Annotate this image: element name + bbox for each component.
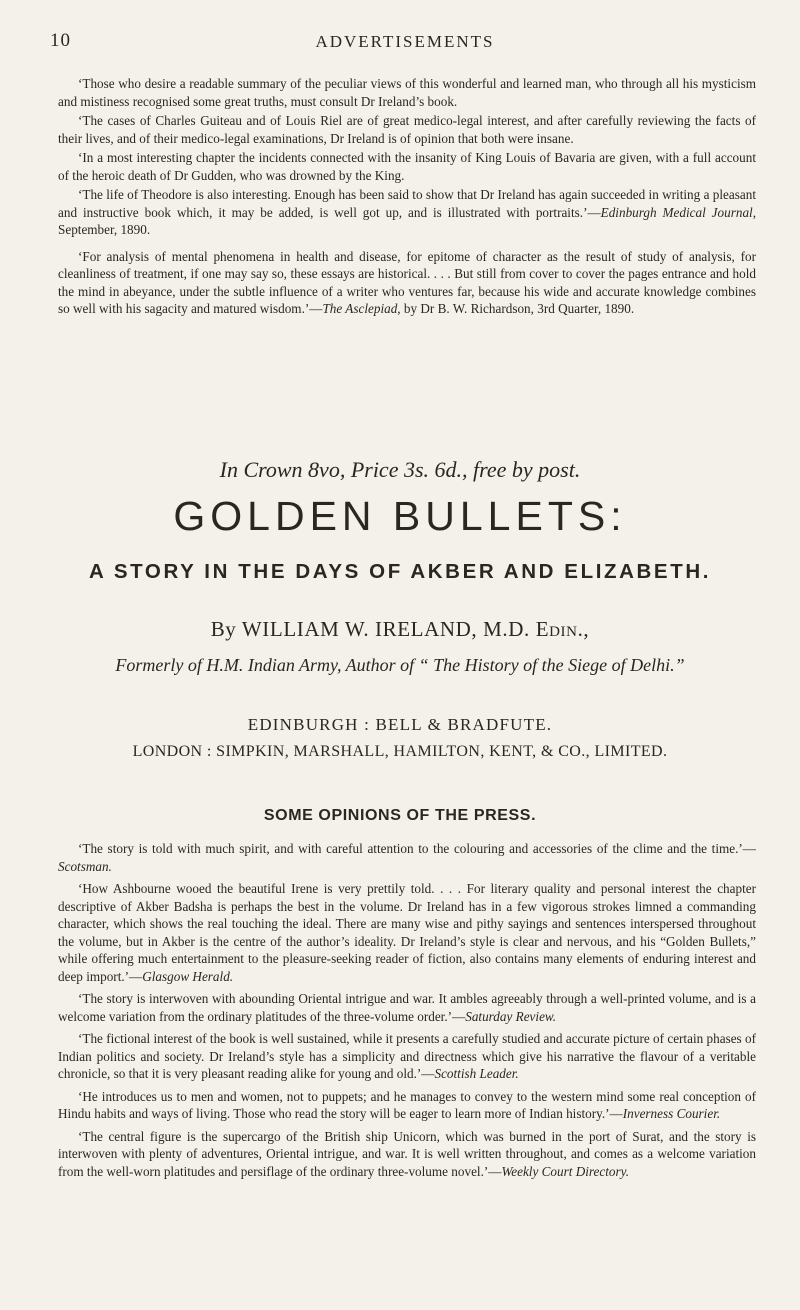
review-source: Scottish Leader. xyxy=(434,1066,519,1081)
opinions-heading: SOME OPINIONS OF THE PRESS. xyxy=(263,807,537,824)
author-credentials: Formerly of H.M. Indian Army, Author of “ The History of the Siege of Delhi.” xyxy=(115,655,685,675)
top-quotes xyxy=(58,75,756,318)
press-review: ‘The story is interwoven with abounding Oriental intrigue and war. It ambles agreeably through a well-printed volume, and is a welcome variation from the ordinary platitudes of the three-volume order.’—Saturday Review. xyxy=(58,991,756,1024)
review-source: Weekly Court Directory. xyxy=(501,1163,630,1179)
asclepiad-quote: ‘For analysis of mental phenomena in health and disease, for epitome of character as the result of study of analysis, for cleanliness of treatment, if one may say so, these essays are historical. . . . But still from cover to cover the pages entrance and hold the mind in abeyance, under the subtle influence of a writer who ventures far, because his wide and accurate knowledge combines so well with his sagacity and matured wisdom.’—The Asclepiad, by Dr B. W. Richardson, 3rd Quarter, 1890. xyxy=(58,248,756,316)
publisher-edinburgh: EDINBURGH : BELL & BRADFUTE. xyxy=(247,715,553,734)
running-title: ADVERTISEMENTS xyxy=(315,32,495,51)
quote-paragraph: ‘In a most interesting chapter the incidents connected with the insanity of King Louis of Bavaria are given, with a full account of the heroic death of Dr Gudden, who was drowned by the King. xyxy=(58,150,756,183)
press-review: ‘The central figure is the supercargo of the British ship Unicorn, which was burned in the port of Surat, and the story is interwoven with plenty of adventures, Oriental intrigue, and war. It is well written throughout, and comes as a welcome variation from the well-worn platitudes and persiflage of the ordinary three-volume novel.’—Weekly Court Directory. xyxy=(58,1128,756,1179)
press-review: ‘He introduces us to men and women, not to puppets; and he manages to convey to the western mind some real conception of Hindu habits and ways of living. Those who read the story will be eager to learn more of Indian history.’—Inverness Courier. xyxy=(58,1088,756,1121)
author-line: By WILLIAM W. IRELAND, M.D. Edin., xyxy=(210,617,590,641)
publisher-london: LONDON : SIMPKIN, MARSHALL, HAMILTON, KENT, & CO., LIMITED. xyxy=(132,743,668,760)
page-number: 10 xyxy=(50,30,71,51)
book-subtitle: A STORY IN THE DAYS OF AKBER AND ELIZABETH. xyxy=(88,560,712,583)
quote-source: Edinburgh Medical Journal xyxy=(600,204,753,220)
quote-paragraph: ‘Those who desire a readable summary of the peculiar views of this wonderful and learned man, who through all his mysticism and mistiness recognised some great truths, must consult Dr Ireland’s book. xyxy=(58,76,756,109)
press-review: ‘How Ashbourne wooed the beautiful Irene is very prettily told. . . . For literary quality and personal interest the chapter descriptive of Akber Badsha is perhaps the best in the volume. Dr Ireland has in a few vigorous strokes limned a commanding character, which shows the real touching the ideal. There are many wise and pithy sayings and sentences interspersed throughout the volume, but in Akber is the centre of the author’s ideality. Dr Ireland’s style is clear and nervous, and his “Golden Bullets,” while offering much entertainment to the pleasure-seeking reader of fiction, also contains many elements of enduring interest and deep import.’—Glasgow Herald. xyxy=(58,881,756,984)
review-source: Saturday Review. xyxy=(465,1008,557,1024)
quote-paragraph: ‘The cases of Charles Guiteau and of Louis Riel are of great medico-legal interest, and after carefully reviewing the facts of their lives, and of their medico-legal examinations, Dr Ireland is of opinion that both were insane. xyxy=(58,113,756,146)
press-review: ‘The fictional interest of the book is well sustained, while it presents a carefully studied and accurate picture of certain phases of Indian politics and society. Dr Ireland’s style has a simplicity and directness which give his narrative the flavour of a veritable chronicle, so that it is very pleasant reading alike for young and old.’—Scottish Leader. xyxy=(58,1031,756,1081)
press-reviews xyxy=(58,840,756,1180)
review-source: Scotsman. xyxy=(58,858,112,874)
book-title: GOLDEN BULLETS: xyxy=(173,493,627,539)
price-line: In Crown 8vo, Price 3s. 6d., free by post. xyxy=(219,457,581,482)
running-head xyxy=(50,30,760,60)
quote-source: The Asclepiad xyxy=(322,301,398,316)
press-review: ‘The story is told with much spirit, and with careful attention to the colouring and accessories of the clime and the time.’—Scotsman. xyxy=(58,841,756,874)
quote-paragraph: ‘The life of Theodore is also interesting. Enough has been said to show that Dr Ireland has again succeeded in writing a pleasant and instructive book which, it may be added, is well got up, and is illustrated with portraits.’—Edinburgh Medical Journal, September, 1890. xyxy=(58,187,756,237)
review-source: Glasgow Herald. xyxy=(142,968,234,984)
review-source: Inverness Courier. xyxy=(622,1106,721,1121)
